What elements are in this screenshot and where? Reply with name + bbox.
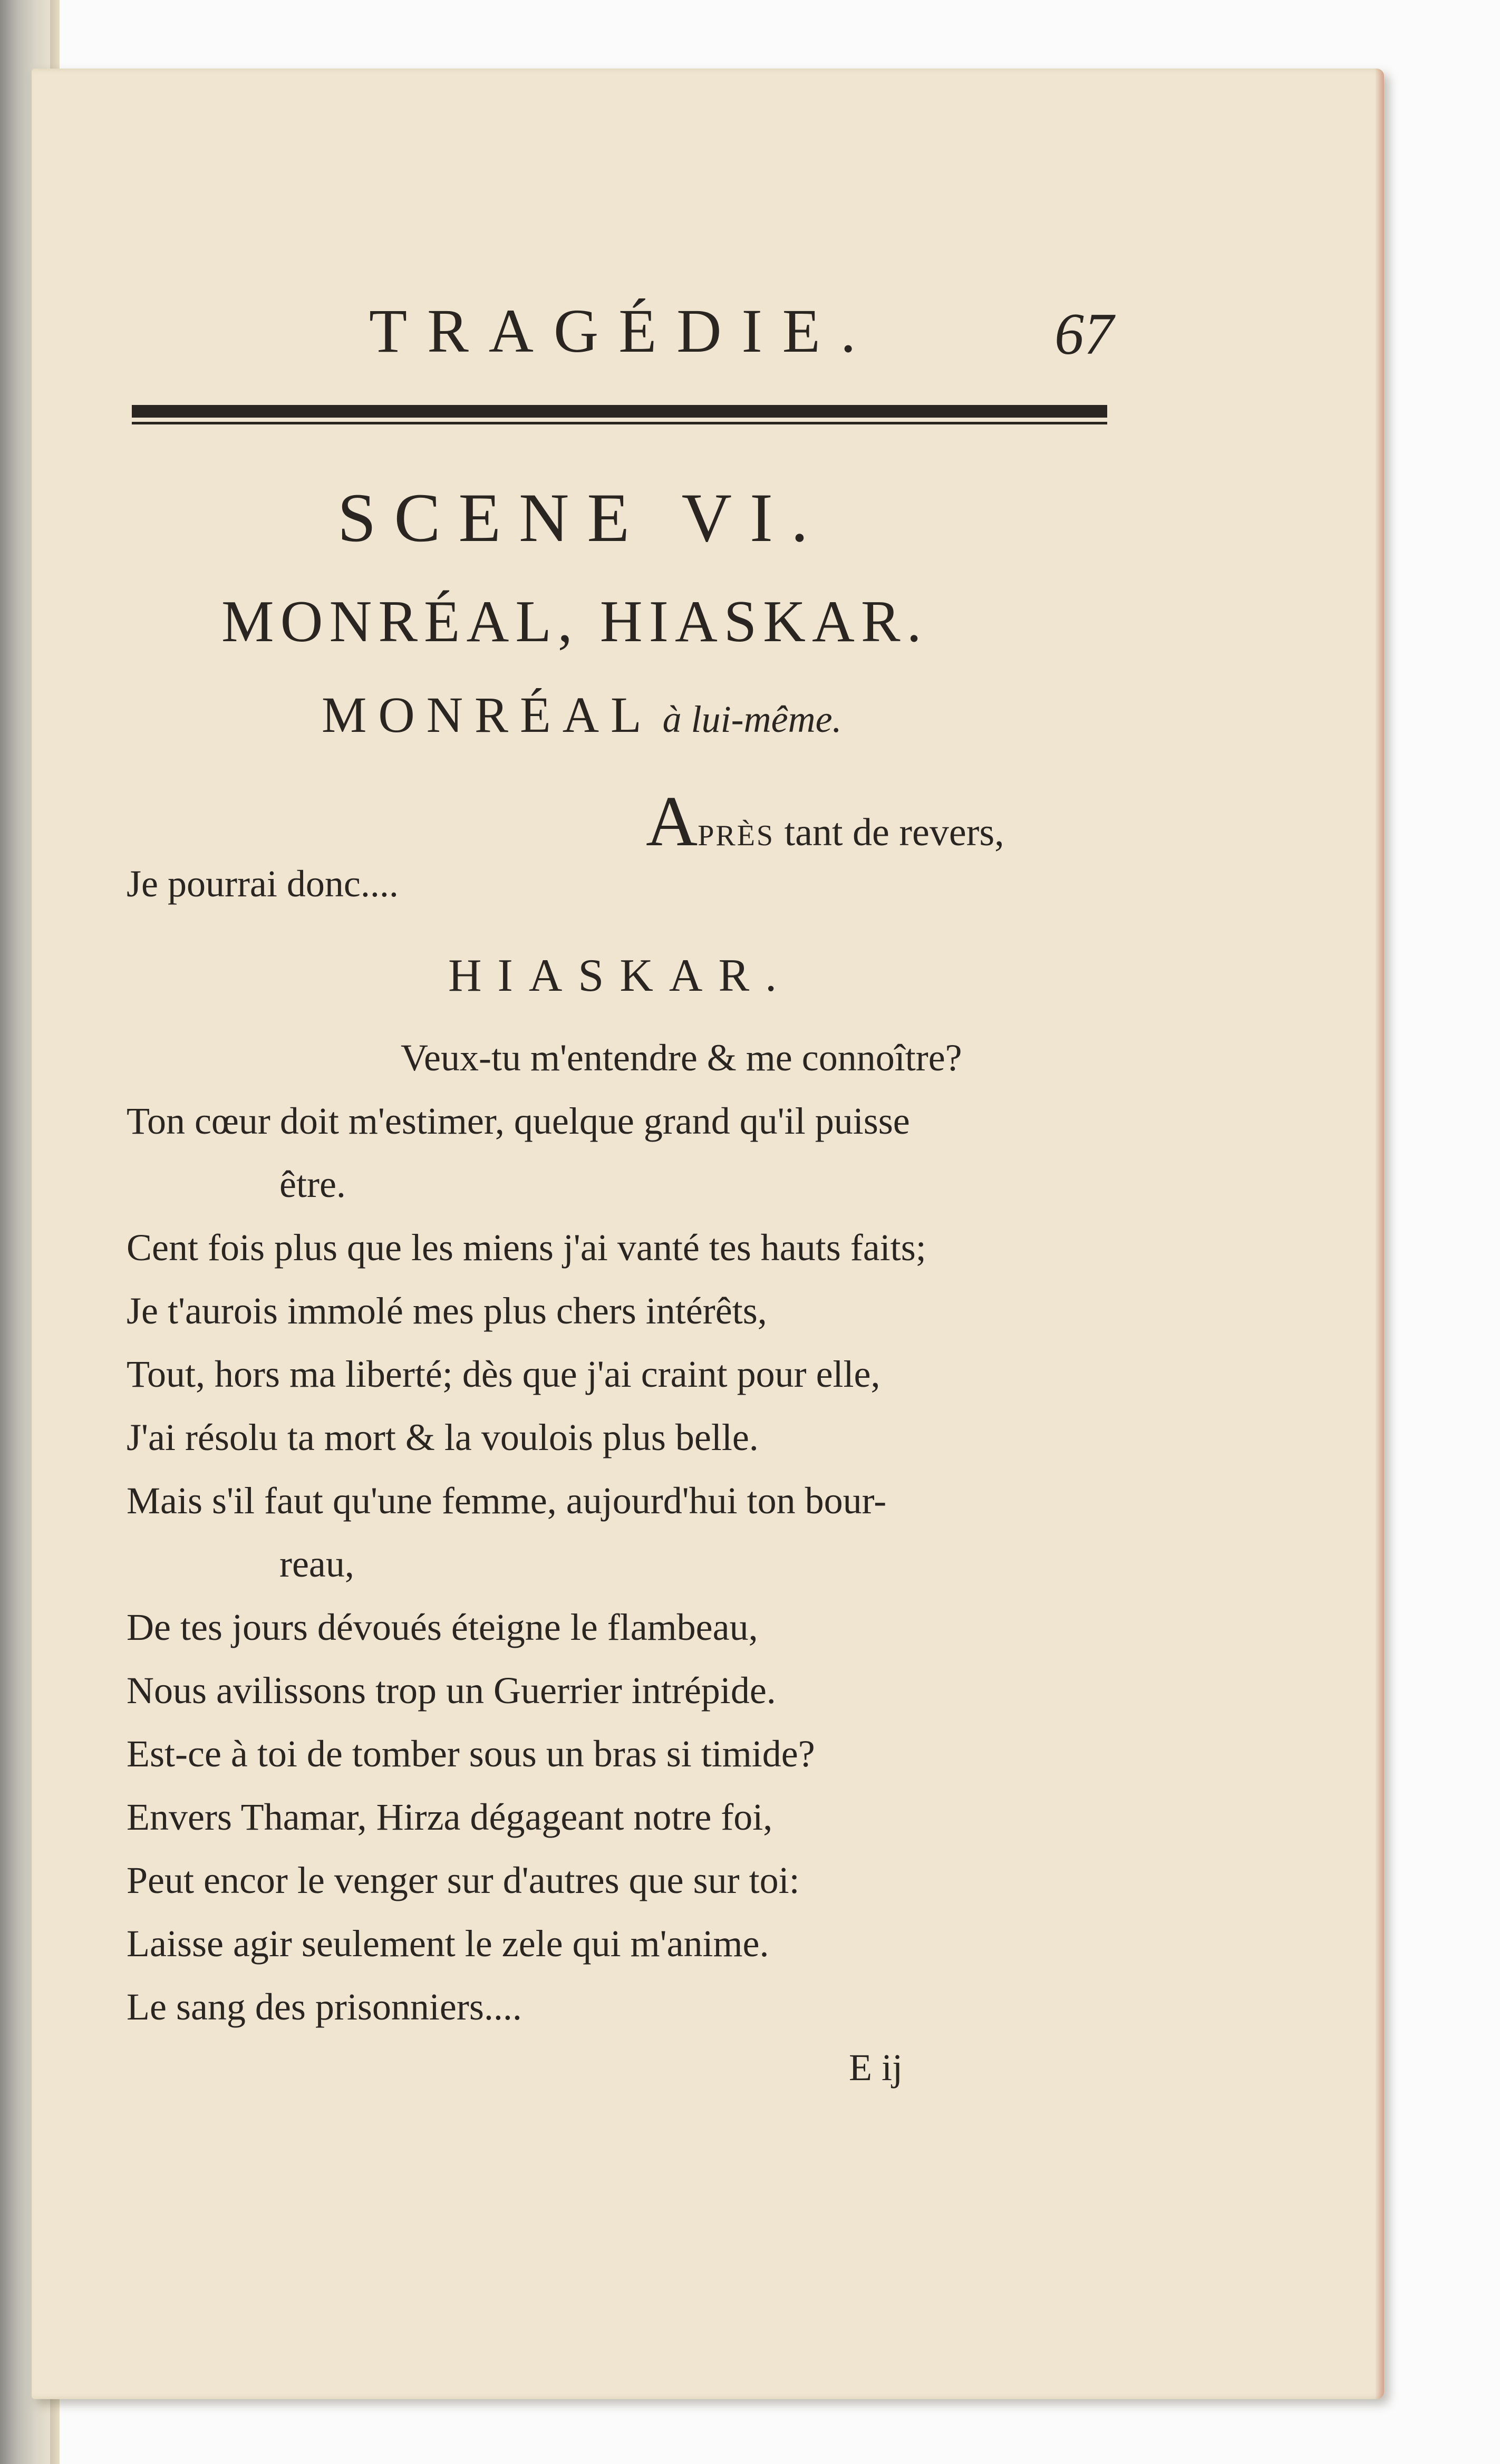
verse-line: Je pourrai donc.... xyxy=(127,863,399,905)
initial-smallcaps: PRÈS xyxy=(698,819,775,852)
header-rule-thin xyxy=(132,422,1107,424)
character-list: MONRÉAL, HIASKAR. xyxy=(221,589,928,654)
verse-line: Mais s'il faut qu'une femme, aujourd'hui ton bour- xyxy=(127,1480,887,1522)
running-title: TRAGÉDIE. xyxy=(369,296,876,365)
verse-line: De tes jours dévoués éteigne le flambeau, xyxy=(127,1606,758,1648)
verse-line: Laisse agir seulement le zele qui m'anime. xyxy=(127,1922,769,1965)
speech-heading-monreal xyxy=(322,685,842,744)
verse-line: Peut encor le venger sur d'autres que sur toi: xyxy=(127,1859,800,1901)
speaker-name: MONRÉAL xyxy=(322,687,653,743)
verse-line: Veux-tu m'entendre & me connoître? xyxy=(401,1037,962,1079)
verse-line: J'ai résolu ta mort & la voulois plus belle. xyxy=(127,1416,759,1458)
speaker-name: HIASKAR. xyxy=(448,950,793,1001)
verse-line: Envers Thamar, Hirza dégageant notre foi, xyxy=(127,1796,773,1838)
verse-line: Est-ce à toi de tomber sous un bras si timide? xyxy=(127,1733,815,1775)
verse-line: Cent fois plus que les miens j'ai vanté tes hauts faits; xyxy=(127,1226,926,1269)
verse-text: tant de revers, xyxy=(775,811,1004,854)
verse-line: Ton cœur doit m'estimer, quelque grand qu'il puisse xyxy=(127,1100,910,1142)
stage-direction: à lui-même. xyxy=(662,698,842,740)
signature-mark: E ij xyxy=(849,2046,903,2089)
scene-heading: SCENE VI. xyxy=(337,479,826,556)
verse-line: reau, xyxy=(279,1543,354,1585)
initial-letter: A xyxy=(646,782,698,861)
verse-line: Le sang des prisonniers.... xyxy=(127,1986,522,2028)
verse-line: Nous avilissons trop un Guerrier intrépide. xyxy=(127,1669,776,1712)
verse-line xyxy=(646,780,1004,863)
verse-line: Je t'aurois immolé mes plus chers intérêts, xyxy=(127,1290,767,1332)
verse-line: Tout, hors ma liberté; dès que j'ai craint pour elle, xyxy=(127,1353,880,1395)
page-number: 67 xyxy=(1054,302,1114,367)
verse-line: être. xyxy=(279,1163,346,1205)
header-rule-thick xyxy=(132,405,1107,418)
